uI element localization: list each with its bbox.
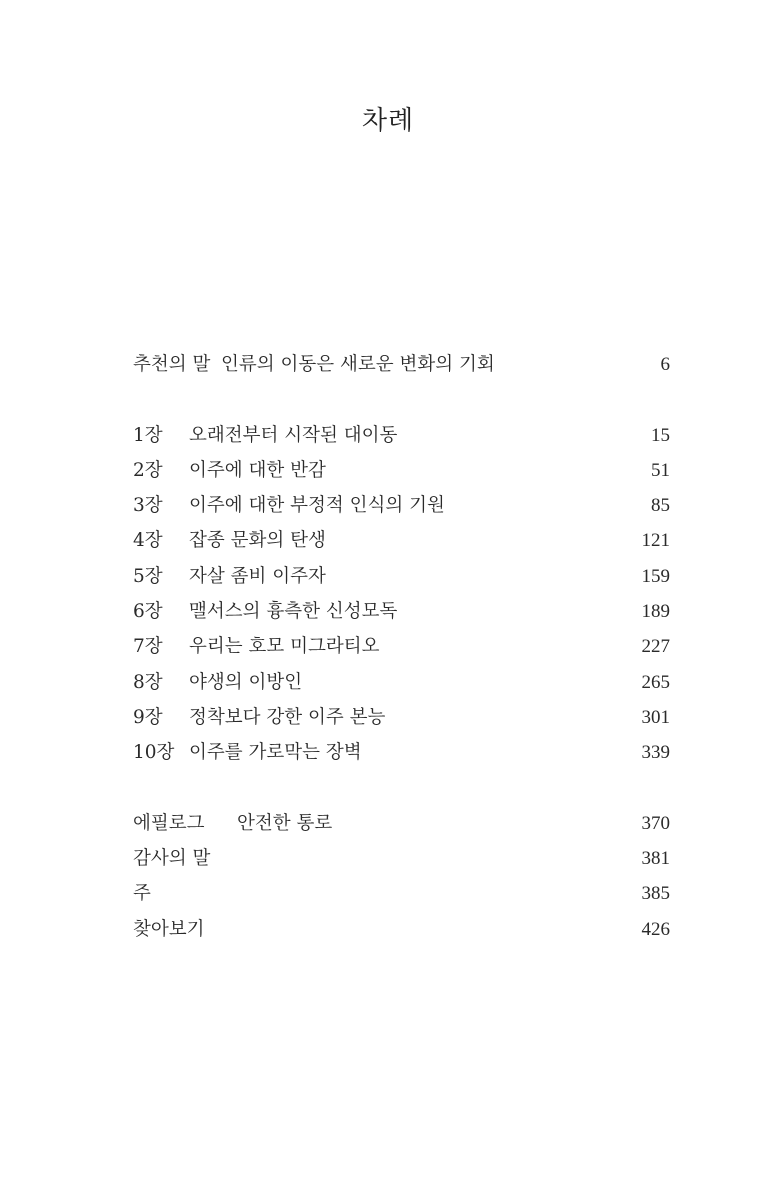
chapter-title: 오래전부터 시작된 대이동 — [189, 424, 398, 446]
chapter-number: 10장 — [133, 742, 175, 764]
chapter-number: 2장 — [133, 459, 163, 481]
chapter-number: 6장 — [133, 601, 163, 623]
chapter-title: 이주에 대한 반감 — [189, 459, 326, 481]
toc-entry-chapter-2[interactable] — [133, 453, 670, 488]
chapter-number: 8장 — [133, 671, 163, 693]
chapter-title: 이주를 가로막는 장벽 — [189, 742, 362, 764]
toc-entry-acknowledgements[interactable] — [133, 841, 670, 876]
section-spacer — [133, 771, 670, 806]
chapter-page: 85 — [651, 495, 670, 517]
chapter-page: 339 — [641, 742, 670, 764]
chapter-title: 잡종 문화의 탄생 — [189, 530, 326, 552]
page-title: 차례 — [361, 106, 415, 136]
toc-entry-chapter-4[interactable] — [133, 523, 670, 558]
toc-entry-label: 추천의 말 — [133, 354, 211, 375]
chapter-page: 51 — [651, 459, 670, 481]
chapter-page: 301 — [641, 706, 670, 728]
toc-entry-foreword[interactable] — [133, 347, 670, 382]
chapter-page: 159 — [641, 565, 670, 587]
toc-entry-page: 426 — [641, 918, 670, 940]
toc-entry-label: 찾아보기 — [133, 918, 205, 940]
toc-entry-title: 인류의 이동은 새로운 변화의 기회 — [221, 354, 495, 375]
chapter-number: 4장 — [133, 530, 163, 552]
chapter-number: 3장 — [133, 495, 163, 517]
toc-entry-page: 381 — [641, 848, 670, 870]
chapter-title: 정착보다 강한 이주 본능 — [189, 706, 386, 728]
chapter-page: 227 — [641, 636, 670, 658]
chapter-title: 맬서스의 흉측한 신성모독 — [189, 601, 398, 623]
toc-entry-page: 370 — [641, 812, 670, 834]
toc-entry-epilogue[interactable] — [133, 806, 670, 841]
toc-entry-chapter-7[interactable] — [133, 629, 670, 664]
chapter-page: 189 — [641, 601, 670, 623]
table-of-contents — [133, 347, 670, 947]
chapter-page: 265 — [641, 671, 670, 693]
toc-entry-chapter-3[interactable] — [133, 488, 670, 523]
toc-entry-page: 6 — [660, 354, 670, 375]
section-spacer — [133, 382, 670, 417]
toc-entry-title: 안전한 통로 — [237, 812, 333, 834]
chapter-page: 121 — [641, 530, 670, 552]
chapter-number: 9장 — [133, 706, 163, 728]
toc-entry-label: 감사의 말 — [133, 848, 211, 870]
chapter-title: 우리는 호모 미그라티오 — [189, 636, 380, 658]
toc-entry-index[interactable] — [133, 912, 670, 947]
chapter-page: 15 — [651, 424, 670, 446]
toc-entry-chapter-5[interactable] — [133, 559, 670, 594]
chapter-title: 자살 좀비 이주자 — [189, 565, 326, 587]
chapter-number: 1장 — [133, 424, 163, 446]
chapter-number: 7장 — [133, 636, 163, 658]
chapter-title: 야생의 이방인 — [189, 671, 303, 693]
toc-entry-label: 에필로그 — [133, 812, 205, 834]
toc-entry-label: 주 — [133, 883, 151, 905]
toc-entry-chapter-1[interactable] — [133, 418, 670, 453]
toc-entry-chapter-6[interactable] — [133, 594, 670, 629]
toc-entry-chapter-9[interactable] — [133, 700, 670, 735]
chapter-number: 5장 — [133, 565, 163, 587]
chapter-title: 이주에 대한 부정적 인식의 기원 — [189, 495, 445, 517]
toc-entry-chapter-10[interactable] — [133, 735, 670, 770]
toc-entry-page: 385 — [641, 883, 670, 905]
toc-entry-notes[interactable] — [133, 876, 670, 911]
toc-entry-chapter-8[interactable] — [133, 665, 670, 700]
